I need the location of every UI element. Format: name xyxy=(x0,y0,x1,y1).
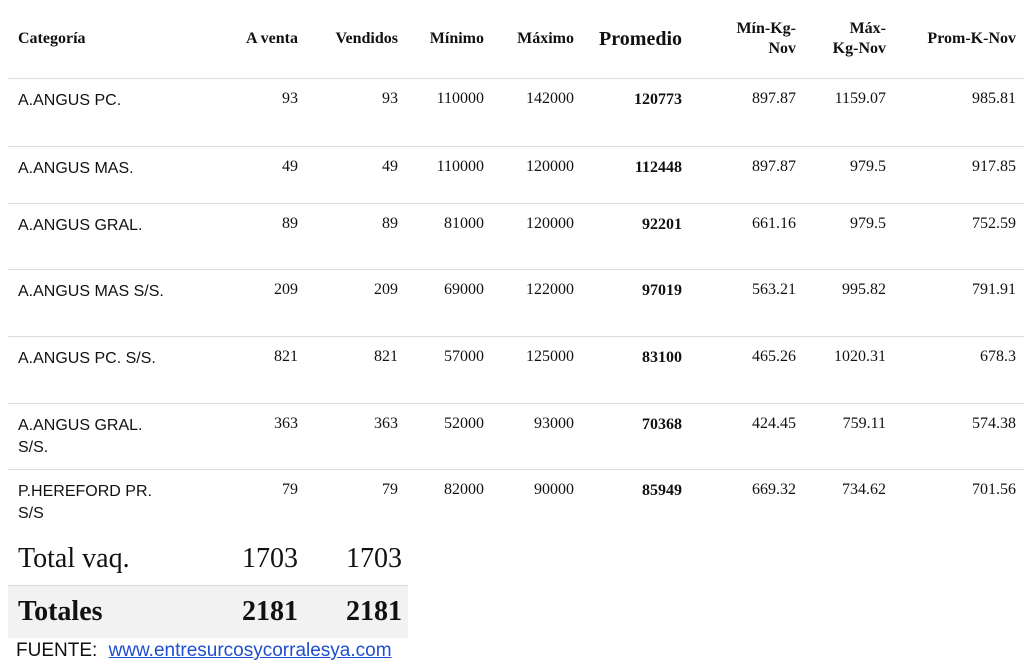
auction-results-table xyxy=(8,0,1024,534)
cell-prom-k-nov: 917.85 xyxy=(972,158,1016,175)
cell-min-kg-nov: 424.45 xyxy=(752,415,796,432)
categoria-line2: S/S. xyxy=(18,439,49,456)
cell-a-venta: 49 xyxy=(282,158,298,175)
cell-maximo: 93000 xyxy=(534,415,574,432)
cell-maximo: 90000 xyxy=(534,481,574,498)
cell-min-kg-nov: 465.26 xyxy=(752,348,796,365)
cell-minimo: 69000 xyxy=(444,281,484,298)
cell-a-venta: 89 xyxy=(282,215,298,232)
table-row xyxy=(8,404,1024,470)
cell-max-kg-nov: 1159.07 xyxy=(834,90,886,107)
cell-a-venta: 79 xyxy=(282,481,298,498)
cell-vendidos: 821 xyxy=(374,348,398,365)
cell-min-kg-nov: 563.21 xyxy=(752,281,796,298)
header-categoria: Categoría xyxy=(18,30,86,47)
cell-categoria xyxy=(8,204,208,270)
cell-vendidos: 209 xyxy=(374,281,398,298)
cell-promedio: 97019 xyxy=(642,282,682,299)
cell-minimo: 57000 xyxy=(444,348,484,365)
cell-min-kg-nov: 897.87 xyxy=(752,158,796,175)
cell-max-kg-nov: 979.5 xyxy=(850,158,886,175)
cell-maximo: 120000 xyxy=(526,215,574,232)
header-max-kg-nov-line2: Kg-Nov xyxy=(832,40,886,57)
cell-categoria xyxy=(8,147,208,204)
cell-minimo: 81000 xyxy=(444,215,484,232)
cell-vendidos: 49 xyxy=(382,158,398,175)
cell-prom-k-nov: 752.59 xyxy=(972,215,1016,232)
cell-a-venta: 209 xyxy=(274,281,298,298)
categoria-line1: A.ANGUS GRAL. xyxy=(18,217,143,234)
categoria-line2: S/S xyxy=(18,505,44,522)
total-vaq-a-venta: 1703 xyxy=(208,533,304,586)
header-max-kg-nov xyxy=(800,0,890,79)
cell-prom-k-nov: 791.91 xyxy=(972,281,1016,298)
cell-min-kg-nov: 669.32 xyxy=(752,481,796,498)
cell-categoria xyxy=(8,79,208,147)
cell-promedio: 112448 xyxy=(634,159,682,176)
cell-minimo: 110000 xyxy=(436,90,484,107)
header-a-venta: A venta xyxy=(246,30,298,47)
cell-vendidos: 89 xyxy=(382,215,398,232)
source-link[interactable]: www.entresurcosycorralesya.com xyxy=(108,640,392,661)
cell-categoria xyxy=(8,404,208,470)
header-minimo: Mínimo xyxy=(429,30,484,47)
header-min-kg-nov-line2: Nov xyxy=(768,40,796,57)
cell-promedio: 85949 xyxy=(642,482,682,499)
totales-row xyxy=(8,586,408,639)
source-line xyxy=(16,640,392,662)
header-maximo: Máximo xyxy=(517,30,574,47)
header-vendidos: Vendidos xyxy=(335,30,398,47)
cell-maximo: 125000 xyxy=(526,348,574,365)
cell-promedio: 120773 xyxy=(634,91,682,108)
header-min-kg-nov xyxy=(688,0,800,79)
categoria-line1: A.ANGUS PC. xyxy=(18,92,122,109)
cell-prom-k-nov: 574.38 xyxy=(972,415,1016,432)
cell-promedio: 70368 xyxy=(642,416,682,433)
header-promedio: Promedio xyxy=(599,28,682,50)
table-row xyxy=(8,204,1024,270)
cell-min-kg-nov: 661.16 xyxy=(752,215,796,232)
cell-vendidos: 363 xyxy=(374,415,398,432)
cell-maximo: 142000 xyxy=(526,90,574,107)
total-vaq-row xyxy=(8,533,408,586)
totales-vendidos: 2181 xyxy=(304,586,408,639)
categoria-line1: A.ANGUS GRAL. xyxy=(18,417,143,434)
categoria-line1: A.ANGUS PC. S/S. xyxy=(18,350,156,367)
cell-categoria xyxy=(8,337,208,404)
cell-prom-k-nov: 701.56 xyxy=(972,481,1016,498)
categoria-line1: A.ANGUS MAS S/S. xyxy=(18,283,164,300)
header-prom-k-nov: Prom-K-Nov xyxy=(927,30,1016,47)
table-row xyxy=(8,147,1024,204)
cell-promedio: 92201 xyxy=(642,216,682,233)
totals-table xyxy=(8,533,408,638)
cell-promedio: 83100 xyxy=(642,349,682,366)
header-min-kg-nov-line1: Mín-Kg- xyxy=(736,20,796,37)
table-header-row xyxy=(8,0,1024,79)
cell-maximo: 120000 xyxy=(526,158,574,175)
table-row xyxy=(8,470,1024,534)
cell-prom-k-nov: 985.81 xyxy=(972,90,1016,107)
cell-a-venta: 363 xyxy=(274,415,298,432)
cell-prom-k-nov: 678.3 xyxy=(980,348,1016,365)
total-vaq-vendidos: 1703 xyxy=(304,533,408,586)
cell-vendidos: 93 xyxy=(382,90,398,107)
cell-categoria xyxy=(8,270,208,337)
cell-a-venta: 821 xyxy=(274,348,298,365)
cell-max-kg-nov: 1020.31 xyxy=(834,348,886,365)
source-label: FUENTE: xyxy=(16,640,98,661)
cell-max-kg-nov: 995.82 xyxy=(842,281,886,298)
cell-max-kg-nov: 979.5 xyxy=(850,215,886,232)
cell-a-venta: 93 xyxy=(282,90,298,107)
cell-vendidos: 79 xyxy=(382,481,398,498)
table-row xyxy=(8,337,1024,404)
cell-max-kg-nov: 734.62 xyxy=(842,481,886,498)
totales-label: Totales xyxy=(8,586,208,639)
totales-a-venta: 2181 xyxy=(208,586,304,639)
table-row xyxy=(8,270,1024,337)
cell-maximo: 122000 xyxy=(526,281,574,298)
cell-categoria xyxy=(8,470,208,534)
categoria-line1: P.HEREFORD PR. xyxy=(18,483,152,500)
cell-max-kg-nov: 759.11 xyxy=(842,415,886,432)
categoria-line1: A.ANGUS MAS. xyxy=(18,160,134,177)
cell-minimo: 52000 xyxy=(444,415,484,432)
cell-minimo: 110000 xyxy=(436,158,484,175)
table-row xyxy=(8,79,1024,147)
cell-minimo: 82000 xyxy=(444,481,484,498)
header-max-kg-nov-line1: Máx- xyxy=(849,20,886,37)
cell-min-kg-nov: 897.87 xyxy=(752,90,796,107)
total-vaq-label: Total vaq. xyxy=(8,533,208,586)
